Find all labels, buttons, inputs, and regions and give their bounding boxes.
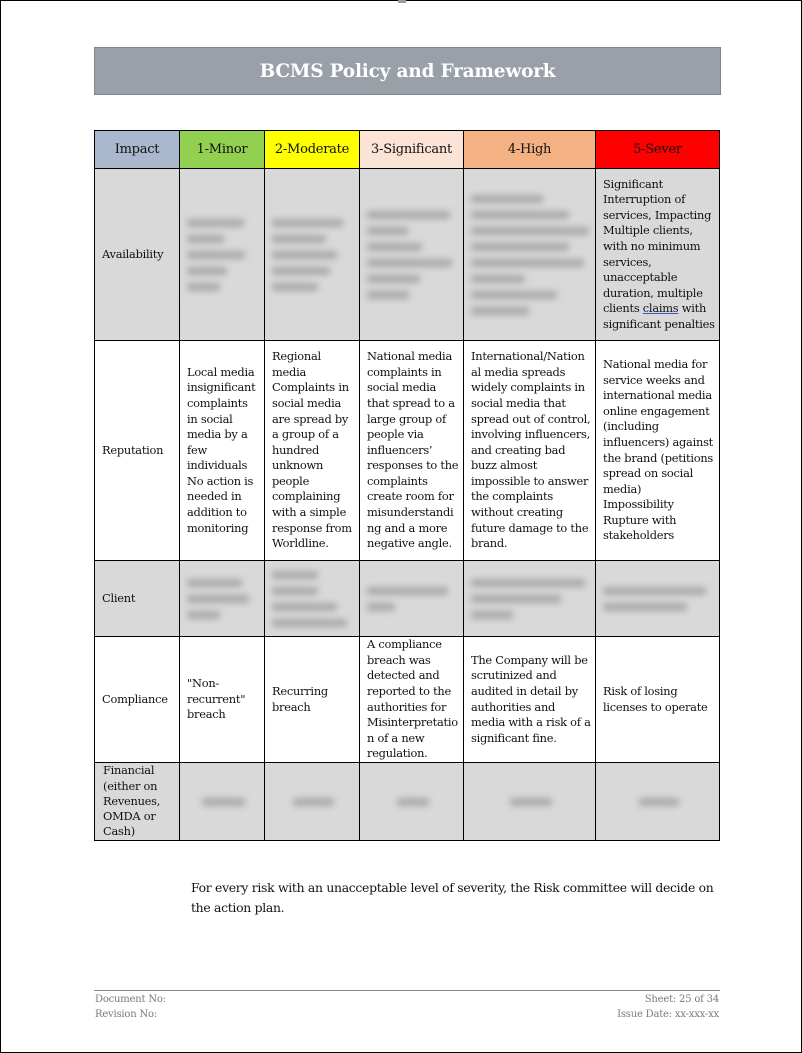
availability-moderate-cell	[265, 169, 360, 341]
redacted-text	[187, 579, 260, 619]
revision-no-label: Revision No:	[95, 1009, 158, 1020]
impact-severity-table	[94, 130, 720, 841]
header-moderate: 2-Moderate	[265, 131, 360, 169]
redacted-text	[471, 195, 591, 315]
compliance-moderate-cell: Recurring breach	[265, 637, 360, 763]
row-label-financial: Financial (either on Revenues, OMDA or Cash)	[95, 763, 180, 841]
redacted-text	[471, 579, 591, 619]
redacted-text	[603, 798, 715, 806]
redacted-text	[471, 798, 591, 806]
document-title: BCMS Policy and Framework	[259, 60, 556, 82]
availability-severe-text-end: with significant penalties	[603, 301, 715, 331]
client-severe-cell	[596, 561, 720, 637]
availability-severe-cell	[596, 169, 720, 341]
table-row-availability	[95, 169, 720, 341]
sheet-number: Sheet: 25 of 34	[644, 994, 719, 1005]
redacted-text	[603, 587, 715, 611]
table-row-reputation	[95, 341, 720, 561]
client-moderate-cell	[265, 561, 360, 637]
action-plan-note: For every risk with an unacceptable level of severity, the Risk committee will decide on the action plan.	[191, 880, 714, 915]
financial-moderate-cell	[265, 763, 360, 841]
document-title-banner	[94, 47, 721, 95]
page-top-marker	[398, 0, 406, 3]
redacted-text	[367, 587, 459, 611]
redacted-text	[367, 211, 459, 299]
row-label-availability: Availability	[95, 169, 180, 341]
reputation-high-cell: International/National media spreads widely complaints in social media that spread out of control, involving influencers, and creating bad buzz almost impossible to answer the complaints without creating future damage to the brand.	[464, 341, 596, 561]
table-row-client	[95, 561, 720, 637]
client-significant-cell	[360, 561, 464, 637]
redacted-text	[187, 798, 260, 806]
header-significant: 3-Significant	[360, 131, 464, 169]
row-label-compliance: Compliance	[95, 637, 180, 763]
footer-divider	[94, 990, 720, 991]
reputation-severe-cell: National media for service weeks and international media online engagement (including influencers) against the brand (petitions spread on social media) Impossibility Rupture with stakeholders	[596, 341, 720, 561]
footer-left	[95, 992, 166, 1022]
reputation-moderate-cell: Regional media Complaints in social media are spread by a group of a hundred unknown people complaining with a simple response from Worldline.	[265, 341, 360, 561]
compliance-significant-cell: A compliance breach was detected and reported to the authorities for Misinterpretation of a new regulation.	[360, 637, 464, 763]
availability-high-cell	[464, 169, 596, 341]
reputation-minor-cell: Local media insignificant complaints in social media by a few individuals No action is needed in addition to monitoring	[180, 341, 265, 561]
redacted-text	[187, 219, 260, 291]
availability-significant-cell	[360, 169, 464, 341]
row-label-client: Client	[95, 561, 180, 637]
header-severe: 5-Sever	[596, 131, 720, 169]
redacted-text	[272, 219, 355, 291]
client-minor-cell	[180, 561, 265, 637]
availability-minor-cell	[180, 169, 265, 341]
financial-high-cell	[464, 763, 596, 841]
redacted-text	[272, 798, 355, 806]
header-minor: 1-Minor	[180, 131, 265, 169]
header-high: 4-High	[464, 131, 596, 169]
redacted-text	[367, 798, 459, 806]
compliance-minor-cell: "Non-recurrent" breach	[180, 637, 265, 763]
financial-significant-cell	[360, 763, 464, 841]
header-impact: Impact	[95, 131, 180, 169]
financial-severe-cell	[596, 763, 720, 841]
issue-date: Issue Date: xx-xxx-xx	[617, 1009, 719, 1020]
footer-right	[617, 992, 719, 1022]
document-no-label: Document No:	[95, 994, 166, 1005]
availability-severe-text: Significant Interruption of services, Impacting Multiple clients, with no minimum services, unacceptable duration, multiple clients	[603, 176, 712, 316]
redacted-text	[272, 571, 355, 627]
compliance-severe-cell: Risk of losing licenses to operate	[596, 637, 720, 763]
table-row-financial	[95, 763, 720, 841]
table-row-compliance	[95, 637, 720, 763]
reputation-significant-cell: National media complaints in social media that spread to a large group of people via influencers’ responses to the complaints create room for misunderstanding and a more negative angle.	[360, 341, 464, 561]
table-header-row	[95, 131, 720, 169]
financial-minor-cell	[180, 763, 265, 841]
client-high-cell	[464, 561, 596, 637]
row-label-reputation: Reputation	[95, 341, 180, 561]
spellcheck-underlined-word: claims	[642, 301, 679, 316]
compliance-high-cell: The Company will be scrutinized and audited in detail by authorities and media with a risk of a significant fine.	[464, 637, 596, 763]
